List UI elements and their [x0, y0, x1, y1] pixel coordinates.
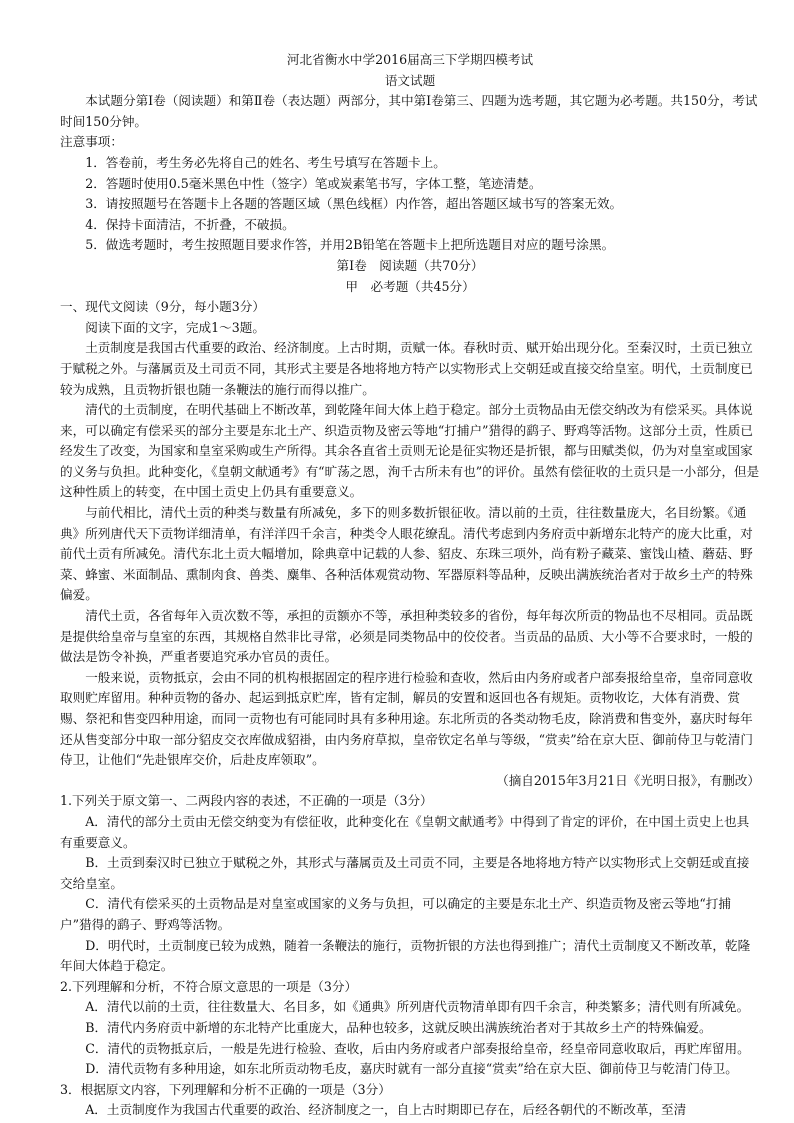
question-stem: 3．根据原文内容，下列理解和分析不正确的一项是（3分） [60, 1081, 391, 1097]
question-option: B．清代内务府贡中新增的东北特产比重庞大，品种也较多，这就反映出满族统治者对于其故乡土产的特殊偏爱。 [85, 1019, 712, 1035]
question-option: D．明代时，土贡制度已较为成熟，随着一条鞭法的施行，贡物折银的方法也得到推广；清代土贡制度又不断改革，乾隆年间大体趋于稳定。 [60, 937, 751, 974]
passage-source: （摘自2015年3月21日《光明日报》，有删改） [496, 772, 760, 788]
notice-item: 5．做选考题时，考生按照题目要求作答，并用2B铅笔在答题卡上把所选题目对应的题号涂黑。 [85, 237, 615, 253]
passage-paragraph: 一般来说，贡物抵京，会由不同的机构根据固定的程序进行检验和查收，然后由内务府或者户部奏报给皇帝，皇帝同意收取则贮库留用。种种贡物的备办、起运到抵京贮库，皆有定制，解员的安置和返回也各有规矩。贡物收讫，大体有消费、赏赐、祭祀和售变四种用途，而同一贡物也有可能同时具有多种用途。东北所贡的各类动物毛皮，除消费和售变外，嘉庆时每年还从售变部分中取一部分貂皮交衣库做成貂褂，由内务府草拟，皇帝钦定名单与等级，“赏卖”给在京大臣、御前侍卫与乾清门侍卫，让他们“先赴银库交价，后赴皮库领取”。 [60, 669, 753, 768]
part1-heading: 一、现代文阅读（9分，每小题3分） [60, 299, 265, 315]
notice-item: 3．请按照题号在答题卡上各题的答题区域（黑色线框）内作答，超出答题区域书写的答案无效。 [85, 196, 623, 212]
question-stem: 1.下列关于原文第一、二两段内容的表述，不正确的一项是（3分） [60, 793, 433, 809]
notice-item: 1．答卷前，考生务必先将自己的姓名、考生号填写在答题卡上。 [85, 154, 446, 170]
passage-paragraph: 清代的土贡制度，在明代基础上不断改革，到乾隆年间大体上趋于稳定。部分土贡物品由无偿交纳改为有偿采买。具体说来，可以确定有偿采买的部分主要是东北土产、织造贡物及密云等地“打捕户”猎得的鹞子、野鸡等活物。这部分土贡，性质已经发生了改变，为国家和皇室采购或生产所得。其余各直省土贡则无论是征实物还是折银，都与田赋类似，仍为对皇室或国家的义务与负担。此种变化，《皇朝文献通考》有“旷荡之恩，洵千古所未有也”的评价。虽然有偿征收的土贡只是一小部分，但是这种性质上的转变，在中国土贡史上仍具有重要意义。 [60, 402, 760, 500]
question-option: A．清代以前的土贡，往往数量大、名目多，如《通典》所列唐代贡物清单即有四千余言，种类繁多；清代则有所减免。 [85, 999, 750, 1015]
passage-paragraph: 与前代相比，清代土贡的种类与数量有所减免，多下的则多数折银征收。清以前的土贡，往往数量庞大，名目纷繁。《通典》所列唐代天下贡物详细清单，有洋洋四千余言，种类令人眼花缭乱。清代考虑到内务府贡中新增东北特产的庞大比重，对前代土贡有所减免。清代东北土贡大幅增加，除典章中记载的人参、貂皮、东珠三项外，尚有粉子藏菜、蜜饯山楂、蘑菇、野菜、蜂蜜、米面制品、熏制肉食、兽类、麋隼、各种活体观赏动物、军器原料等品种，反映出满族统治者对于故乡土产的特殊偏爱。 [60, 505, 753, 603]
volume-heading: 第Ⅰ卷 阅读题（共70分） [336, 257, 484, 273]
notice-item: 2．答题时使用0.5毫米黑色中性（签字）笔或炭素笔书写，字体工整，笔迹清楚。 [85, 175, 542, 191]
passage-paragraph: 土贡制度是我国古代重要的政治、经济制度。上古时期，贡赋一体。春秋时贡、赋开始出现分化。至秦汉时，土贡已独立于赋税之外。与藩属贡及土司贡不同，其形式主要是各地将地方特产以实物形式上交朝廷或直接交给皇室。明代，土贡制度已较为成熟，且贡物折银也随一条鞭法的施行而得以推广。 [60, 340, 753, 397]
exam-page [60, 50, 760, 1121]
question-option: B．土贡到秦汉时已独立于赋税之外，其形式与藩属贡及土司贡不同，主要是各地将地方特产以实物形式上交朝廷或直接交给皇室。 [60, 855, 750, 891]
exam-title: 河北省衡水中学2016届高三下学期四模考试 [286, 52, 534, 67]
question-option: A．土贡制度作为我国古代重要的政治、经济制度之一，自上古时期即已存在，后经各朝代的不断改革，至清 [85, 1102, 687, 1118]
part1-instruction: 阅读下面的文字，完成1～3题。 [85, 319, 265, 335]
exam-subtitle: 语文试题 [384, 72, 436, 88]
notice-heading: 注意事项： [60, 134, 123, 150]
exam-intro: 本试题分第Ⅰ卷（阅读题）和第Ⅱ卷（表达题）两部分，其中第Ⅰ卷第三、四题为选考题，其它题为必考题。共150分，考试时间150分钟。 [60, 93, 758, 129]
question-option: C．清代有偿采买的土贡物品是对皇室或国家的义务与负担，可以确定的主要是东北土产、织造贡物及密云等地“打捕户”猎得的鹞子、野鸡等活物。 [60, 896, 731, 932]
question-option: A．清代的部分土贡由无偿交纳变为有偿征收，此种变化在《皇朝文献通考》中得到了肯定的评价，在中国土贡史上也具有重要意义。 [60, 813, 750, 850]
section-heading: 甲 必考题（共45分） [345, 278, 475, 294]
question-option: C．清代的贡物抵京后，一般是先进行检验、查收，后由内务府或者户部奏报给皇帝，经皇帝同意收取后，再贮库留用。 [85, 1040, 750, 1056]
question-option: D．清代贡物有多种用途，如东北所贡动物毛皮，嘉庆时就有一部分直接“赏卖”给在京大臣、御前侍卫与乾清门侍卫。 [85, 1061, 738, 1077]
notice-item: 4．保持卡面清洁，不折叠，不破损。 [85, 216, 295, 232]
question-stem: 2.下列理解和分析，不符合原文意思的一项是（3分） [60, 978, 358, 994]
passage-paragraph: 清代土贡，各省每年入贡次数不等，承担的贡额亦不等，承担种类较多的省份，每年每次所贡的物品也不尽相同。贡品既是提供给皇帝与皇室的东西，其规格自然非比寻常，必须是同类物品中的佼佼者。当贡品的品质、大小等不合要求时，一般的做法是饬令补换，严重者要追究承办官员的责任。 [60, 608, 753, 665]
